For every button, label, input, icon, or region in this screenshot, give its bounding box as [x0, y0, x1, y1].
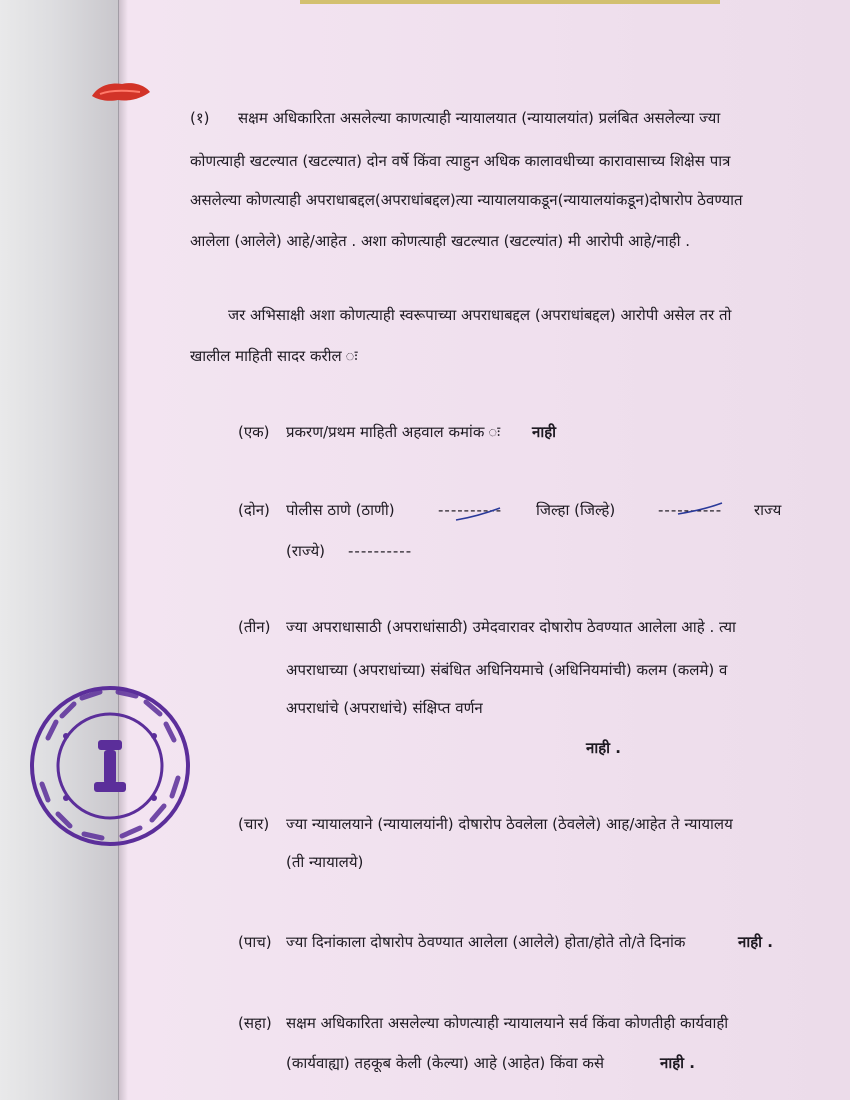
intro-line-1: जर अभिसाक्षी अशा कोणत्याही स्वरूपाच्या अपराधाबद्दल (अपराधांबद्दल) आरोपी असेल तर तो: [228, 306, 732, 324]
don-number: (दोन): [238, 501, 270, 519]
binding-strip: [0, 0, 119, 1100]
don-dash-3: ----------: [348, 542, 413, 560]
saha-line-1: सक्षम अधिकारिता असलेल्या कोणत्याही न्यायालयाने सर्व किंवा कोणतीही कार्यवाही: [286, 1014, 729, 1032]
item-1-number: (१): [190, 109, 210, 127]
char-line-2: (ती न्यायालये): [286, 853, 364, 871]
don-police-station: पोलीस ठाणे (ठाणी): [286, 501, 395, 519]
char-number: (चार): [238, 815, 270, 833]
item-1-line-4: आलेला (आलेले) आहे/आहेत . अशा कोणत्याही खटल्यात (खटल्यांत) मी आरोपी आहे/नाही .: [190, 232, 691, 250]
char-line-1: ज्या न्यायालयाने (न्यायालयांनी) दोषारोप ठेवलेला (ठेवलेले) आह/आहेत ते न्यायालय: [286, 815, 733, 833]
pach-number: (पाच): [238, 933, 272, 951]
wax-seal: [90, 78, 152, 106]
don-district: जिल्हा (जिल्हे): [536, 501, 616, 519]
teen-number: (तीन): [238, 618, 271, 636]
teen-line-3: अपराधांचे (अपराधांचे) संक्षिप्त वर्णन: [286, 699, 483, 717]
saha-number: (सहा): [238, 1014, 272, 1032]
saha-line-2: (कार्यवाह्या) तहकूब केली (केल्या) आहे (आहेत) किंवा कसे: [286, 1054, 605, 1072]
binding-shadow: [118, 0, 128, 1100]
item-1-line-2: कोणत्याही खटल्यात (खटल्यात) दोन वर्षे किंवा त्याहुन अधिक कालावधीच्या कारावासाच्य शिक्षेस पात्र: [190, 152, 731, 170]
teen-line-1: ज्या अपराधासाठी (अपराधांसाठी) उमेदवारावर दोषारोप ठेवण्यात आलेला आहे . त्या: [286, 618, 736, 636]
teen-line-2: अपराधाच्या (अपराधांच्या) संबंधित अधिनियमाचे (अधिनियमांची) कलम (कलमे) व: [286, 661, 728, 679]
ek-answer: नाही: [532, 423, 557, 441]
ek-number: (एक): [238, 423, 270, 441]
item-1-line-3: असलेल्या कोणत्याही अपराधाबद्दल(अपराधांबद्दल)त्या न्यायालयाकडून(न्यायालयांकडून)दोषारोप ठेवण्यात: [190, 191, 743, 209]
ek-text: प्रकरण/प्रथम माहिती अहवाल कमांक ः: [286, 423, 501, 441]
pen-tick-1: [454, 504, 504, 524]
pen-tick-2: [676, 500, 726, 520]
item-1-line-1: सक्षम अधिकारिता असलेल्या काणत्याही न्यायालयात (न्यायालयांत) प्रलंबित असलेल्या ज्या: [238, 109, 721, 127]
don-states: (राज्ये): [286, 542, 326, 560]
top-edge-line: [300, 0, 720, 4]
pach-answer: नाही .: [738, 933, 773, 951]
teen-answer: नाही .: [586, 739, 621, 757]
don-dash-1: ----------: [438, 501, 503, 519]
official-stamp: [18, 678, 198, 856]
pach-text: ज्या दिनांकाला दोषारोप ठेवण्यात आलेला (आलेले) होता/होते तो/ते दिनांक: [286, 933, 686, 951]
intro-line-2: खालील माहिती सादर करील ः: [190, 347, 358, 365]
saha-answer: नाही .: [660, 1054, 695, 1072]
don-state: राज्य: [754, 501, 782, 519]
don-dash-2: ----------: [658, 501, 723, 519]
